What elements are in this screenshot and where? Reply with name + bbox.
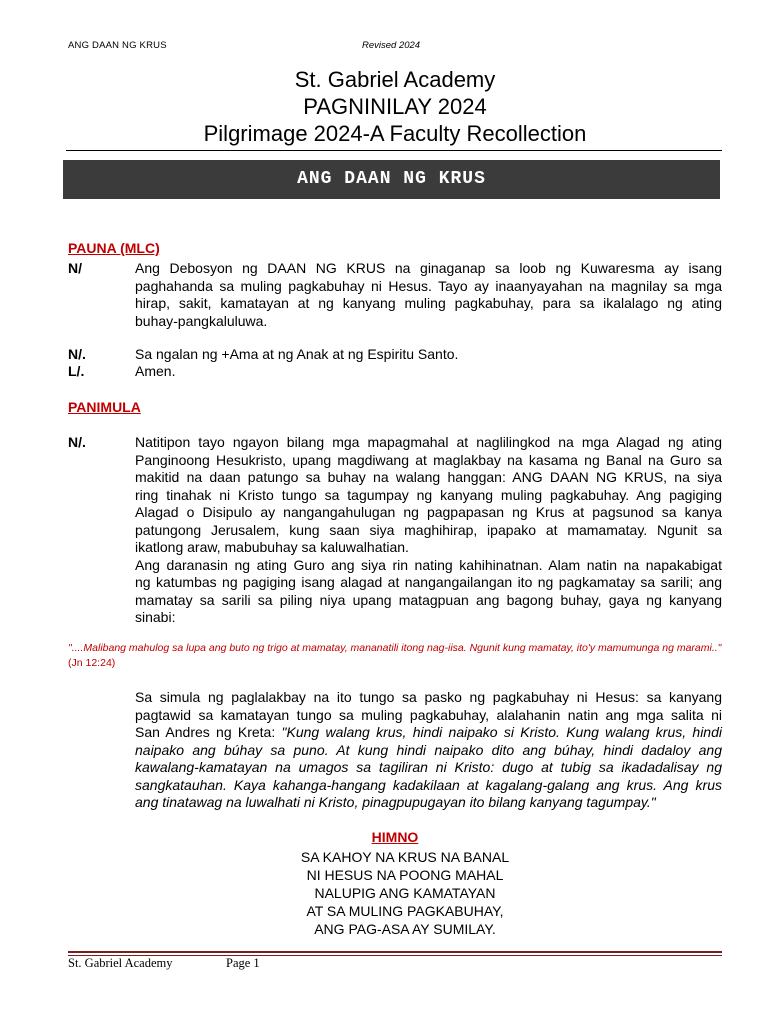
reflection-line: pagtawid sa kamatayan tungo sa muling pagkabuhay, alalahanin natin ang mga salita ni [135,706,722,723]
panimula-heading: PANIMULA [68,399,141,415]
pauna-line: paghahanda sa muling pagkabuhay ni Hesus. Tayo ay inaanyayahan na magnilay sa mga [135,277,722,294]
pauna-line: Ang Debosyon ng DAAN NG KRUS na ginaganap sa loob ng Kuwaresma ay isang [135,260,722,276]
himno-lyrics [0,848,768,938]
panimula-line: ring tinahak ni Kristo tungo sa tagumpay ng kanyang muling pagkabuhay. Ang pagiging [135,486,722,503]
himno-line: AT SA MULING PAGKABUHAY, [306,903,504,919]
quote-reference: (Jn 12:24) [68,657,116,669]
himno-line: ANG PAG-ASA AY SUMILAY. [314,921,496,937]
scripture-quote [68,641,724,671]
reflection-italic-line: kawalang-kamatayan na umagos sa tagiliran ni Kristo: dugo at tubig sa ikadadalisay ng [135,759,722,775]
panimula-line: Alagad o Disipulo ay nangangahulugan ng pagpapasan ng Krus at pagsunod sa kanya [135,504,722,520]
reflection-line: Sa simula ng paglalakbay na ito tungo sa pasko ng pagkabuhay ni Hesus: sa kanyang [135,689,722,705]
panimula-paragraph [135,434,722,627]
panimula-n-label: N/. [68,434,86,450]
footer-divider-thick [68,951,722,953]
section-banner: ANG DAAN NG KRUS [63,160,720,199]
himno-line: NI HESUS NA POONG MAHAL [306,867,504,883]
panimula-line: patungong Jerusalem, kung saan siya maghihirap, ipapako at mamamatay. Ngunit sa [135,521,722,538]
himno-line: NALUPIG ANG KAMATAYAN [314,885,496,901]
reflection-paragraph [135,689,722,812]
panimula-line: ng katumbas ng pagiging isang alagad at nangangailangan ito ng pagkamatay sa sarili; ang [135,574,722,590]
pauna-line: buhay-pangkaluluwa. [135,312,268,329]
himno-heading: HIMNO [371,829,419,845]
reflection-italic-line: sangkatauhan. Kaya kahanga-hangang kadakilaan at kagalang-galang ang krus. Ang krus [135,776,722,793]
reflection-line-3 [135,724,722,742]
pauna-n2-text: Sa ngalan ng +Ama at ng Anak at ng Espiritu Santo. [135,346,459,362]
panimula-line: Panginoong Hesukristo, upang magdiwang at maglakbay na kasama ng Banal na Guro sa [135,451,722,468]
running-header-title: ANG DAAN NG KRUS [68,40,167,51]
revision-label: Revised 2024 [362,40,421,51]
footer-school-name: St. Gabriel Academy [68,956,173,970]
event-subtitle: Pilgrimage 2024-A Faculty Recollection [203,121,587,146]
panimula-line: mamatay sa sarili sa piling niya upang matagpuan ang bagong buhay, gaya ng kanyang [135,591,722,608]
event-name: PAGNINILAY 2024 [303,94,487,119]
title-divider [66,150,722,151]
pauna-paragraph [135,260,722,330]
panimula-line: ikatlong araw, mabubuhay sa kaluwalhatian. [135,539,409,555]
pauna-line: hirap, sakit, kamatayan at ng kanyang muling pagkabuhay, para sa ikalalago ng ating [135,295,722,311]
reflection-italic-line: ang tinatawag na luwalhati ni Kristo, pinagpupugayan ito bilang kanyang tagumpay." [135,794,656,810]
panimula-line: makitid na daan patungo sa buhay na walang hanggan: ANG DAAN NG KRUS, na siya [135,469,722,485]
pauna-n2-label: N/. [68,346,86,362]
panimula-line: Ang daranasin ng ating Guro ang siya rin nating kahihinatnan. Alam natin na napakabigat [135,556,722,573]
pauna-l-label: L/. [68,363,85,379]
panimula-line: Natitipon tayo ngayon bilang mga mapagmahal at naglilingkod na mga Alagad ng ating [135,434,722,450]
quote-text: "....Malibang mahulog sa lupa ang buto ng trigo at mamatay, mananatili itong nag-iisa. Ngunit kung mamatay, ito'y mamumunga ng marami.." [68,642,722,654]
reflection-plain-fragment: San Andres ng Kreta: [135,724,282,740]
pauna-n-label: N/ [68,260,82,276]
himno-line: SA KAHOY NA KRUS NA BANAL [300,849,510,865]
document-titles [0,66,768,147]
pauna-heading: PAUNA (MLC) [68,240,160,256]
reflection-italic-line: naipako ang búhay sa puno. At kung hindi naipako dito ang búhay, hindi dadaloy ang [135,741,722,758]
pauna-l-text: Amen. [135,363,176,379]
panimula-line: sinabi: [135,609,176,625]
school-name: St. Gabriel Academy [294,67,496,92]
reflection-quote-start: "Kung walang krus, hindi naipako si Kristo. Kung walang krus, hindi [281,724,722,740]
page-number: Page 1 [226,956,260,970]
